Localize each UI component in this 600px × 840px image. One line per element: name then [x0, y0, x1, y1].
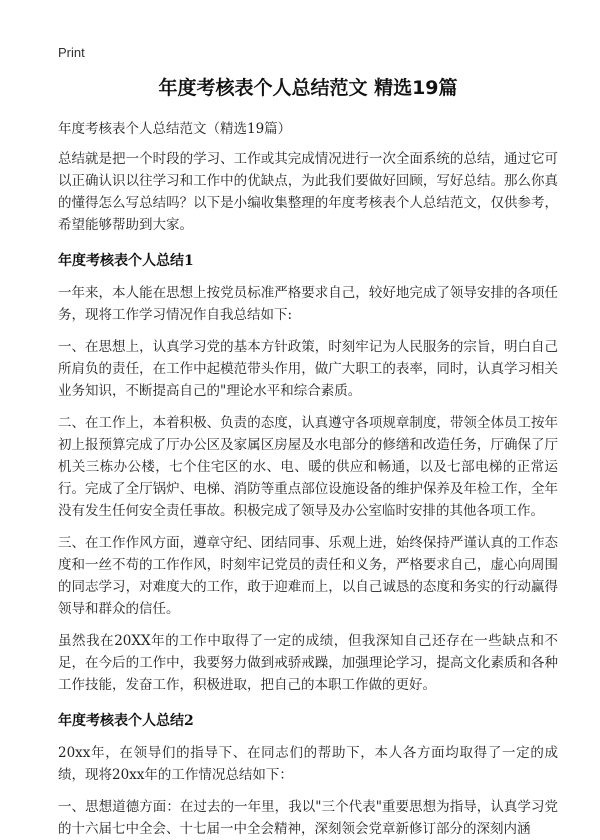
section-heading: 年度考核表个人总结1 [58, 253, 194, 269]
paragraph: 二、在工作上，本着积极、负责的态度，认真遵守各项规章制度，带领全体员工按年初上报预算完成了厅办公区及家属区房屋及水电部分的修缮和改造任务，厅确保了厅机关三栋办公楼，七个住宅区的水、电、暖的供应和畅通，以及七部电梯的正常运行。完成了全厅锅炉、电梯、消防等重点部位设施设备的维护保养及年检工作，全年没有发生任何安全责任事故。积极完成了领导及办公室临时安排的其他各项工作。 [58, 415, 558, 519]
paragraph: 一、思想道德方面：在过去的一年里，我以"三个代表"重要思想为指导，认真学习党的十六届七中全会、十七届一中全会精神，深刻领会党章新修订部分的深刻内涵 [58, 799, 558, 837]
intro-paragraph: 总结就是把一个时段的学习、工作或其完成情况进行一次全面系统的总结，通过它可以正确认识以往学习和工作中的优缺点，为此我们要做好回顾，写好总结。那么你真的懂得怎么写总结吗？以下是小编收集整理的年度考核表个人总结范文，仅供参考，希望能够帮助到大家。 [58, 151, 558, 233]
document-title: 年度考核表个人总结范文 精选19篇 [158, 77, 458, 99]
print-label: Print [58, 45, 85, 60]
paragraph: 20xx年，在领导们的指导下、在同志们的帮助下，本人各方面均取得了一定的成绩，现将20xx年的工作情况总结如下： [58, 745, 558, 783]
paragraph: 一年来，本人能在思想上按党员标准严格要求自己，较好地完成了领导安排的各项任务，现将工作学习情况作自我总结如下: [58, 285, 558, 323]
section-1 [58, 250, 558, 696]
paragraph: 三、在工作作风方面，遵章守纪、团结同事、乐观上进，始终保持严谨认真的工作态度和一丝不苟的工作作风，时刻牢记党员的责任和义务，严格要求自己，虚心向周围的同志学习，对难度大的工作，敢于迎难而上，以自己诚恳的态度和务实的行动赢得领导和群众的信任。 [58, 535, 558, 617]
section-heading: 年度考核表个人总结2 [58, 713, 194, 729]
paragraph: 虽然我在20XX年的工作中取得了一定的成绩，但我深知自己还存在一些缺点和不足，在今后的工作中，我要努力做到戒骄戒躁，加强理论学习，提高文化素质和各种工作技能，发奋工作，积极进取，把自己的本职工作做的更好。 [58, 633, 558, 693]
section-2 [58, 710, 558, 840]
document-subtitle: 年度考核表个人总结范文（精选19篇） [58, 121, 292, 137]
paragraph: 一、在思想上，认真学习党的基本方针政策，时刻牢记为人民服务的宗旨，明白自己所肩负的责任，在工作中起模范带头作用，做广大职工的表率，同时，认真学习相关业务知识，不断提高自己的"理论水平和综合素质。 [58, 339, 558, 399]
